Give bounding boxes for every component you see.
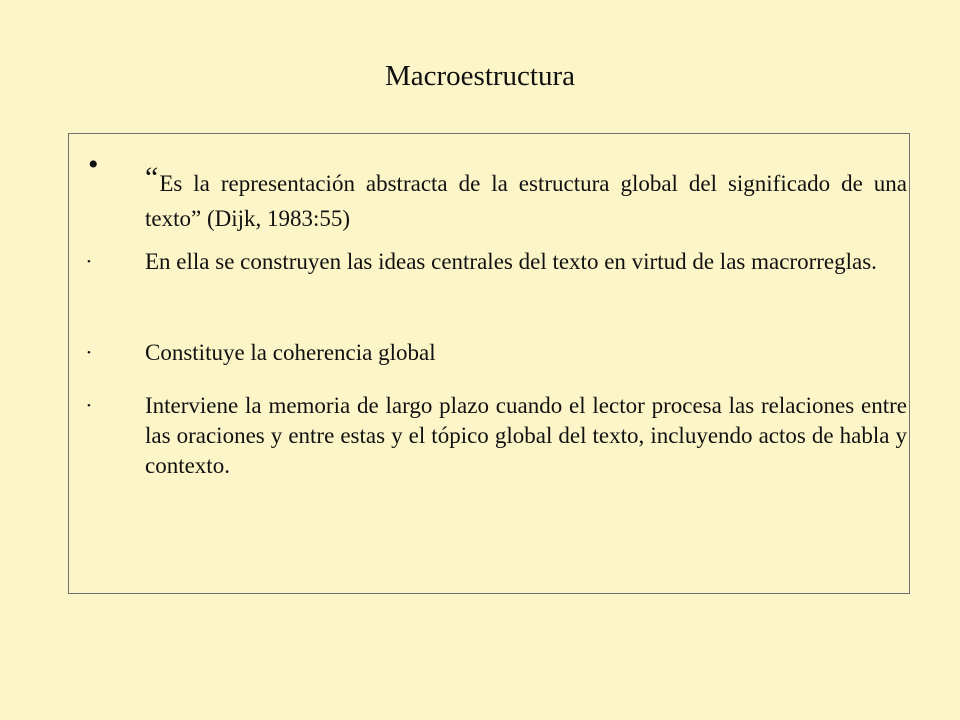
bullet-text: Interviene la memoria de largo plazo cuando el lector procesa las relaciones entre las oraciones y entre estas y el tópico global del texto, incluyendo actos de habla y contexto. <box>145 393 907 478</box>
content-box <box>68 133 910 594</box>
slide-title: Macroestructura <box>384 60 575 92</box>
bullet-text: Constituye la coherencia global <box>145 340 436 365</box>
bullet-icon: • <box>87 347 91 359</box>
bullet-icon: • <box>87 256 91 268</box>
bullet-text-content: Es la representación abstracta de la estructura global del significado de una texto” (Dijk, 1983:55) <box>145 171 907 231</box>
bullet-icon: • <box>87 400 91 412</box>
bullet-icon: • <box>88 148 99 181</box>
bullet-text: En ella se construyen las ideas centrales del texto en virtud de las macrorreglas. <box>145 249 877 274</box>
opening-quote: “ <box>145 161 159 194</box>
bullet-text <box>145 160 907 236</box>
